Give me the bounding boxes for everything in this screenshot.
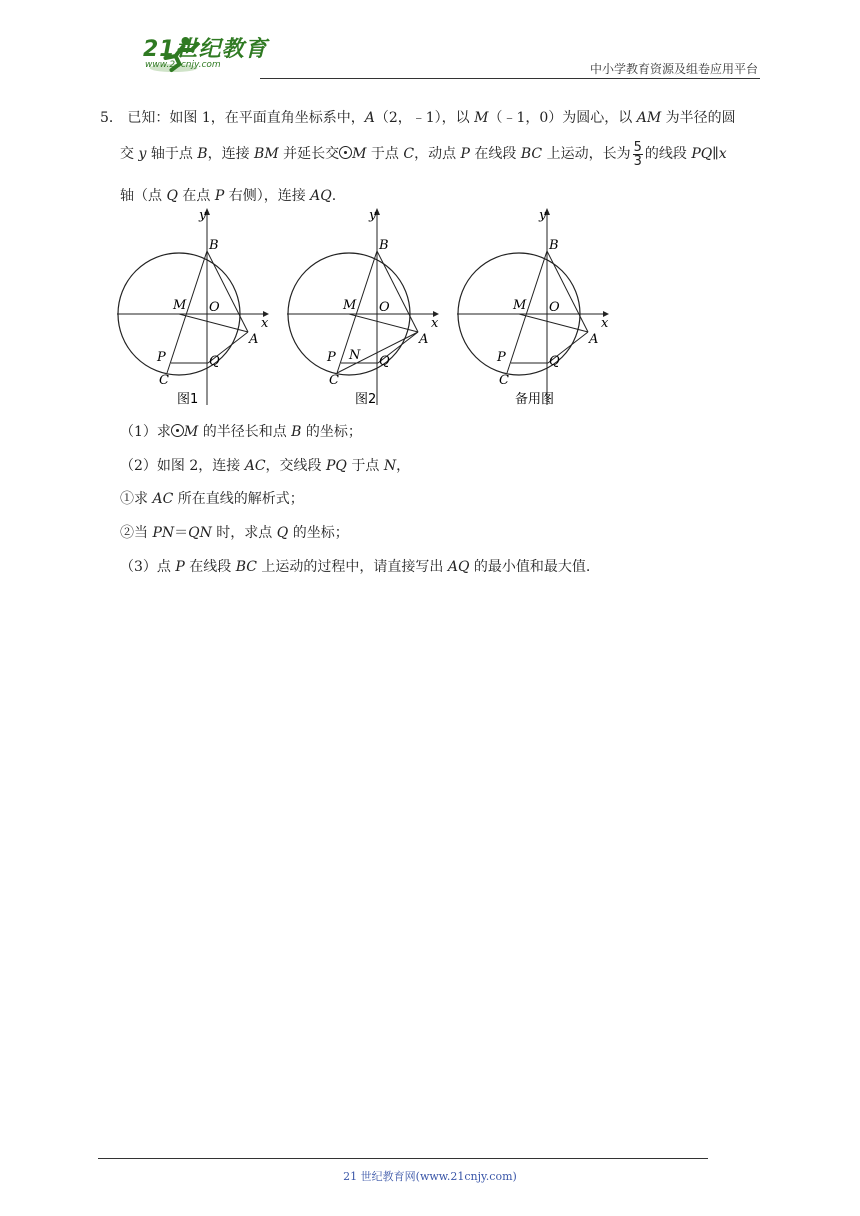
fraction-numerator: 5	[633, 139, 642, 155]
label-AQ: AQ	[447, 559, 470, 575]
text: 已知：如图 1，在平面直角坐标系中，	[127, 110, 365, 126]
segment-BA	[547, 251, 588, 332]
label-AQ: AQ	[310, 188, 332, 204]
text: 的最小值和最大值.	[469, 559, 591, 575]
label-O: O	[209, 300, 220, 315]
label-y: y	[539, 208, 547, 223]
circled-number-one: ①	[120, 491, 134, 507]
label-N: N	[383, 458, 397, 474]
label-B: B	[209, 238, 219, 253]
label-BC: BC	[235, 559, 257, 575]
label-P: P	[497, 350, 506, 365]
segment-BA	[207, 251, 248, 332]
figures-row	[115, 205, 635, 415]
caption-figure-spare: 备用图	[515, 392, 555, 407]
label-BC: BC	[520, 146, 543, 162]
text: （2）如图 2，连接	[120, 458, 245, 474]
label-P: P	[214, 188, 225, 204]
header-platform-name: 中小学教育资源及组卷应用平台	[589, 62, 758, 76]
text: 轴于点	[146, 146, 198, 162]
parallel-symbol: ∥	[712, 146, 719, 162]
label-AC: AC	[152, 491, 174, 507]
label-PQ: PQ	[326, 458, 347, 474]
label-Q: Q	[166, 188, 178, 204]
label-x: x	[718, 146, 727, 162]
page-header	[95, 30, 760, 80]
label-PN: PN	[152, 525, 175, 541]
segment-MA	[349, 314, 418, 332]
text: 交	[120, 146, 139, 162]
question-line-1	[100, 100, 736, 136]
subquestion-1	[120, 421, 362, 441]
text: 在线段	[184, 559, 236, 575]
label-A: A	[419, 332, 429, 347]
label-y: y	[199, 208, 207, 223]
label-O: O	[549, 300, 560, 315]
text: 轴（点	[120, 188, 167, 204]
subquestion-3	[120, 556, 590, 576]
label-B: B	[549, 238, 559, 253]
text: 的坐标；	[288, 525, 349, 541]
label-y: y	[138, 146, 147, 162]
text: 的半径长和点	[198, 424, 292, 440]
label-A: A	[589, 332, 599, 347]
text: 时，求点	[211, 525, 277, 541]
label-BM: BM	[254, 146, 279, 162]
label-A: A	[249, 332, 259, 347]
label-B: B	[197, 146, 208, 162]
subquestion-2-part-2	[120, 522, 349, 542]
header-divider	[260, 78, 760, 79]
segment-MA	[179, 314, 248, 332]
label-M: M	[173, 298, 187, 313]
circle-dot-icon	[339, 146, 352, 159]
text: 于点	[366, 146, 404, 162]
label-Q: Q	[276, 525, 289, 541]
figure-spare	[455, 205, 625, 415]
label-QN: QN	[188, 525, 212, 541]
text: 的线段	[644, 146, 692, 162]
label-B: B	[379, 238, 389, 253]
label-O: O	[379, 300, 390, 315]
text: 于点	[346, 458, 384, 474]
circle-dot-icon	[171, 424, 184, 437]
label-PQ: PQ	[691, 146, 713, 162]
label-Q: Q	[209, 354, 220, 369]
text: 所在直线的解析式；	[173, 491, 304, 507]
fraction-five-thirds	[633, 141, 643, 168]
brand-title: 21世纪教育	[143, 37, 268, 62]
text: （1）求	[120, 424, 171, 440]
label-AM: AM	[636, 110, 662, 126]
circled-number-two: ②	[120, 525, 134, 541]
label-N: N	[349, 348, 361, 363]
fraction-denominator: 3	[633, 153, 642, 169]
label-M: M	[474, 110, 489, 126]
question-line-2	[120, 136, 727, 172]
label-M: M	[343, 298, 357, 313]
text: ，连接	[207, 146, 255, 162]
text: 当	[134, 525, 153, 541]
text: .	[331, 188, 337, 204]
label-M: M	[183, 424, 199, 440]
footer-text: 21 世纪教育网(www.21cnjy.com)	[343, 1170, 517, 1183]
label-y: y	[369, 208, 377, 223]
footer-divider	[98, 1158, 708, 1159]
label-AC: AC	[244, 458, 266, 474]
text: 为半径的圆	[661, 110, 736, 126]
text: （3）点	[120, 559, 176, 575]
label-M: M	[352, 146, 367, 162]
text: （﹣1，0）为圆心，以	[488, 110, 637, 126]
label-P: P	[157, 350, 166, 365]
label-P: P	[175, 559, 185, 575]
caption-figure-2: 图2	[355, 392, 377, 407]
brand-url: www.21cnjy.com	[145, 60, 221, 70]
subquestion-2	[120, 455, 410, 475]
text: 上运动，长为	[542, 146, 631, 162]
text: 求	[134, 491, 153, 507]
label-C: C	[159, 373, 169, 388]
label-A: A	[364, 110, 375, 126]
label-C: C	[403, 146, 415, 162]
label-C: C	[329, 373, 339, 388]
text: ，动点	[414, 146, 461, 162]
question-number: 5．	[100, 110, 123, 126]
text: ，	[396, 458, 411, 474]
text: ，交线段	[265, 458, 326, 474]
text: 的坐标；	[301, 424, 362, 440]
label-x: x	[261, 316, 269, 331]
text: 右侧），连接	[224, 188, 311, 204]
segment-MA	[519, 314, 588, 332]
label-x: x	[431, 316, 439, 331]
label-x: x	[601, 316, 609, 331]
label-B: B	[291, 424, 302, 440]
text: 在点	[177, 188, 215, 204]
caption-figure-1: 图1	[177, 392, 199, 407]
label-M: M	[513, 298, 527, 313]
text: 上运动的过程中，请直接写出	[256, 559, 448, 575]
figure-2	[285, 205, 445, 415]
text: （2，﹣1），以	[374, 110, 475, 126]
label-Q: Q	[379, 354, 390, 369]
text: 并延长交	[278, 146, 340, 162]
label-P: P	[327, 350, 336, 365]
text: 在线段	[469, 146, 521, 162]
text: ＝	[174, 525, 189, 541]
label-C: C	[499, 373, 509, 388]
subquestion-2-part-1	[120, 488, 304, 508]
segment-BA	[377, 251, 418, 332]
figure-1	[115, 205, 275, 415]
label-P: P	[460, 146, 470, 162]
label-Q: Q	[549, 354, 560, 369]
